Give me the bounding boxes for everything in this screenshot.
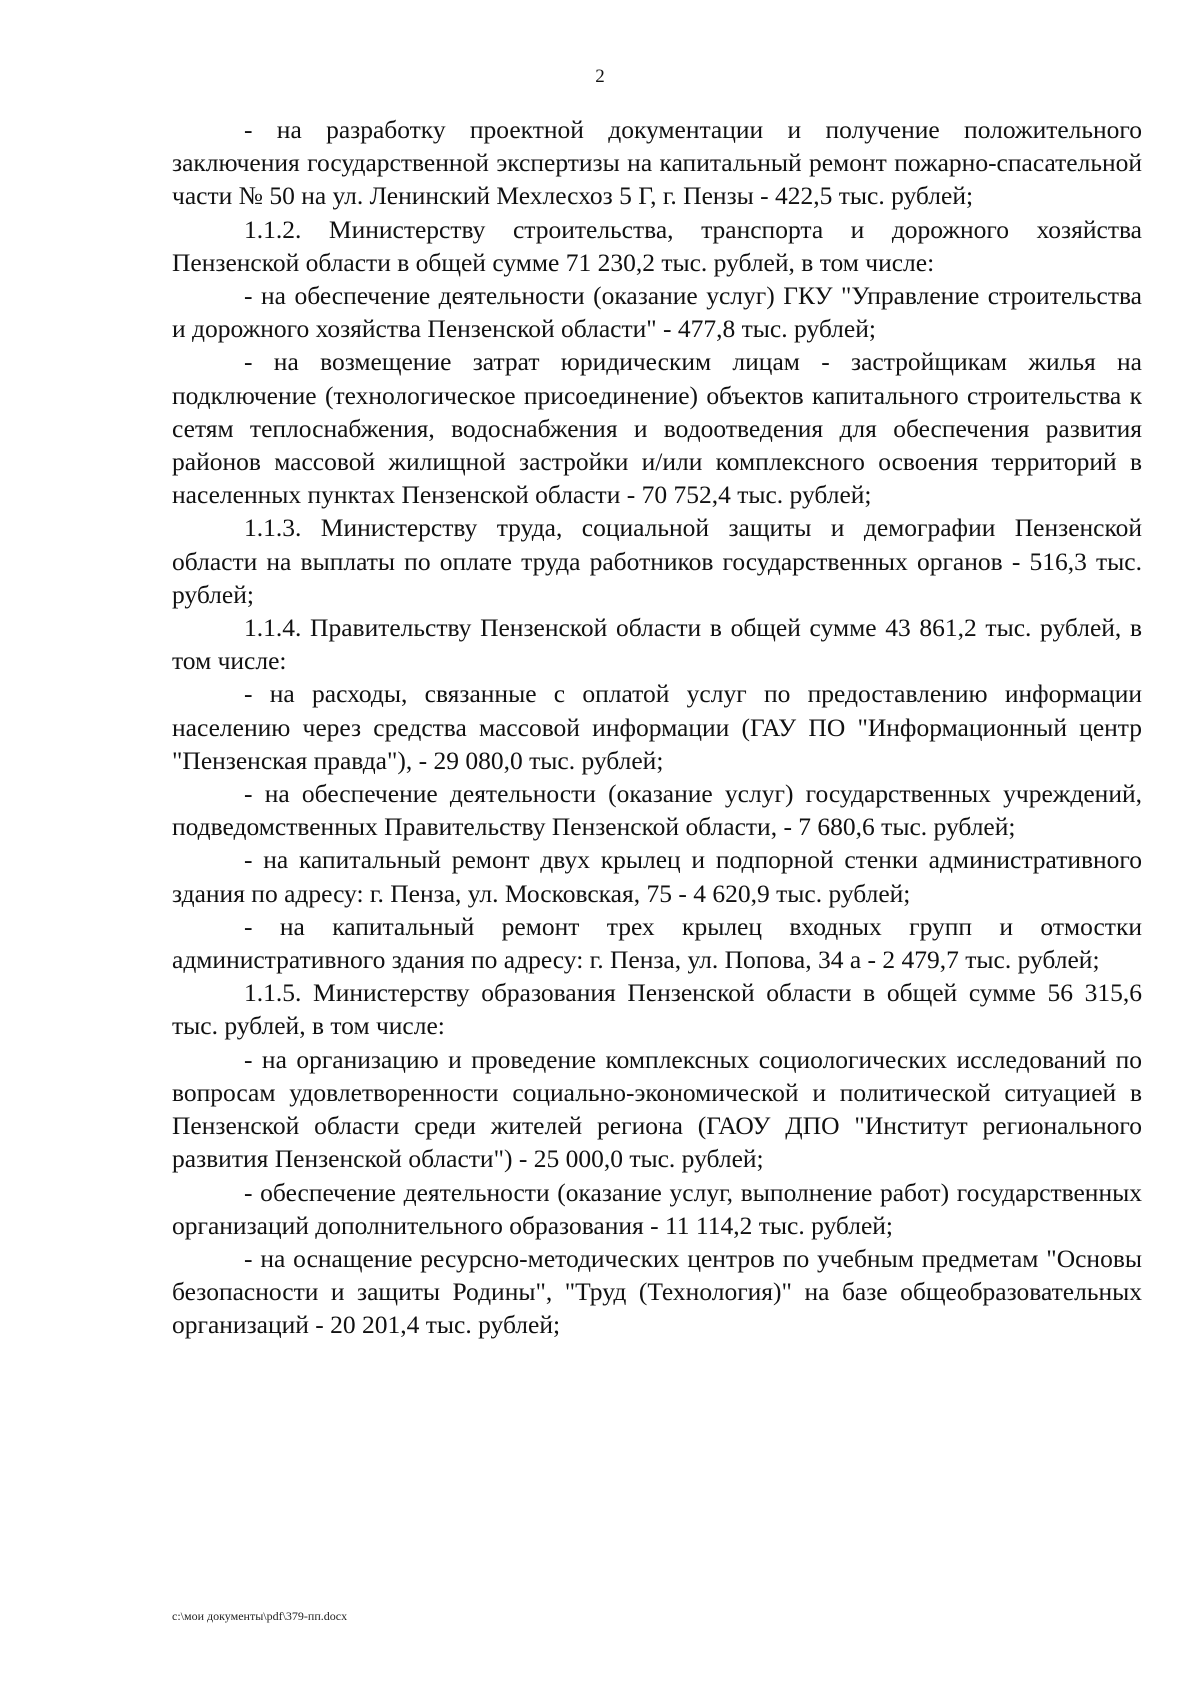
paragraph: - на обеспечение деятельности (оказание услуг) государственных учреждений, подведомственных Правительству Пензенской области, - 7 680,6 тыс. рублей; bbox=[172, 779, 1142, 842]
paragraph: - на оснащение ресурсно-методических центров по учебным предметам "Основы безопасности и защиты Родины", "Труд (Технология)" на базе общеобразовательных организаций - 20 201,4 тыс. рублей; bbox=[172, 1243, 1142, 1340]
page-number: 2 bbox=[595, 66, 605, 87]
paragraph: - на капитальный ремонт трех крылец входных групп и отмостки административного здания по адресу: г. Пенза, ул. Попова, 34 а - 2 479,7 тыс. рублей; bbox=[172, 911, 1142, 975]
paragraph: - на возмещение затрат юридическим лицам - застройщикам жилья на подключение (технологическое присоединение) объектов капитального строительства к сетям теплоснабжения, водоснабжения и водоотведения для обеспечения развития районов массовой жилищной застройки и/или комплексного освоения территорий в населенных пунктах Пензенской области - 70 752,4 тыс. рублей; bbox=[172, 347, 1142, 510]
paragraph: - на разработку проектной документации и получение положительного заключения государственной экспертизы на капитальный ремонт пожарно-спасательной части № 50 на ул. Ленинский Мехлесхоз 5 Г, г. Пензы - 422,5 тыс. рублей; bbox=[172, 115, 1142, 211]
paragraph: - на капитальный ремонт двух крылец и подпорной стенки административного здания по адресу: г. Пенза, ул. Московская, 75 - 4 620,9 тыс. рублей; bbox=[172, 845, 1142, 908]
paragraph: - обеспечение деятельности (оказание услуг, выполнение работ) государственных организаций дополнительного образования - 11 114,2 тыс. рублей; bbox=[172, 1177, 1142, 1240]
document-body bbox=[172, 113, 1142, 1342]
paragraph: - на организацию и проведение комплексных социологических исследований по вопросам удовлетворенности социально-экономической и политической ситуацией в Пензенской области среди жителей региона (ГАОУ ДПО "Институт регионального развития Пензенской области") - 25 000,0 тыс. рублей; bbox=[172, 1044, 1142, 1174]
paragraph: 1.1.5. Министерству образования Пензенской области в общей сумме 56 315,6 тыс. рублей, в том числе: bbox=[172, 978, 1142, 1041]
paragraph: 1.1.3. Министерству труда, социальной защиты и демографии Пензенской области на выплаты по оплате труда работников государственных органов - 516,3 тыс. рублей; bbox=[172, 513, 1142, 609]
paragraph: 1.1.4. Правительству Пензенской области в общей сумме 43 861,2 тыс. рублей, в том числе: bbox=[172, 613, 1142, 676]
paragraph: - на обеспечение деятельности (оказание услуг) ГКУ "Управление строительства и дорожного хозяйства Пензенской области" - 477,8 тыс. рублей; bbox=[172, 281, 1142, 344]
footer-file-path: c:\мои документы\pdf\379-пп.docx bbox=[172, 1609, 348, 1623]
paragraph: - на расходы, связанные с оплатой услуг по предоставлению информации населению через средства массовой информации (ГАУ ПО "Информационный центр "Пензенская правда"), - 29 080,0 тыс. рублей; bbox=[172, 679, 1142, 775]
paragraph: 1.1.2. Министерству строительства, транспорта и дорожного хозяйства Пензенской области в общей сумме 71 230,2 тыс. рублей, в том числе: bbox=[172, 214, 1142, 277]
